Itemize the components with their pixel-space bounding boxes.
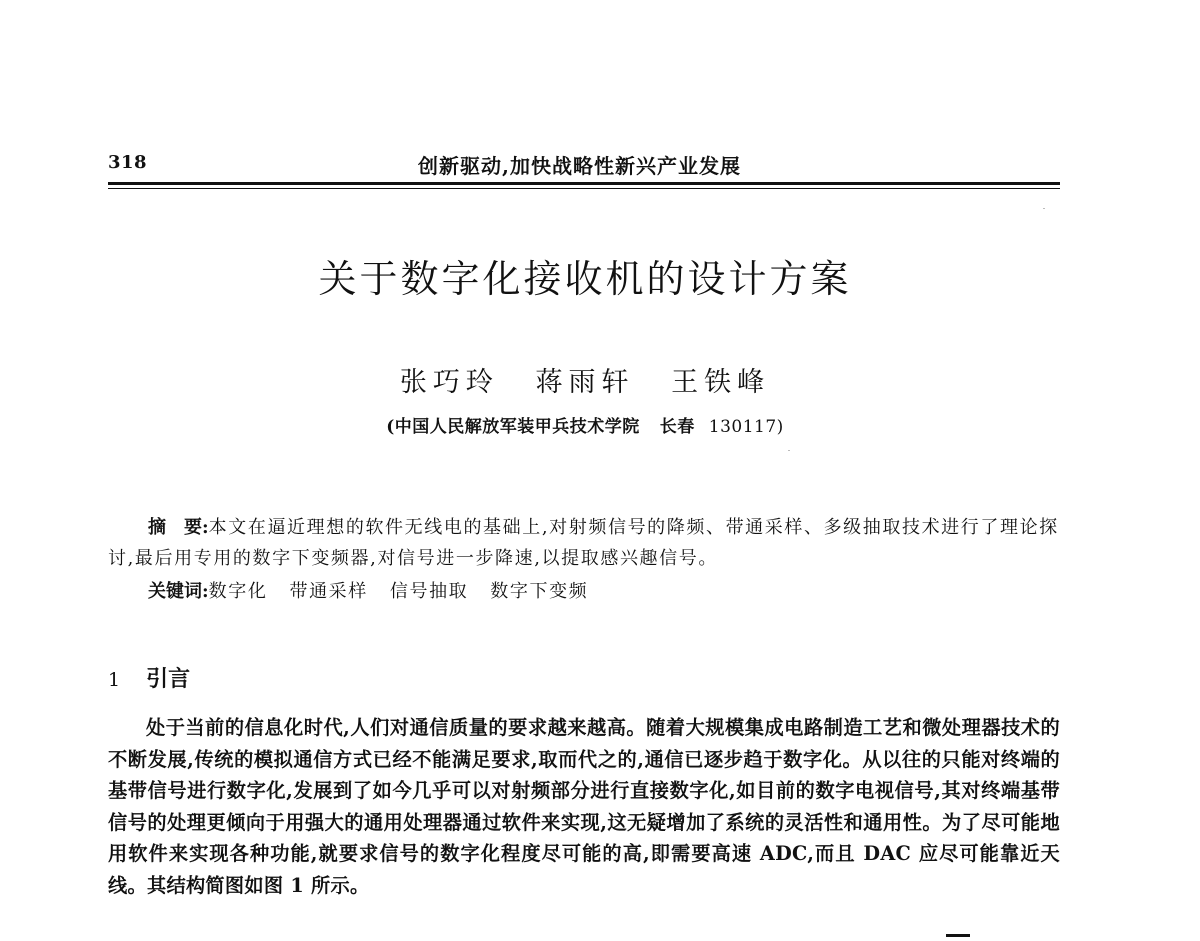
abstract <box>108 512 1060 574</box>
section-heading <box>108 662 190 693</box>
page-header <box>108 150 1060 180</box>
affiliation <box>0 412 1170 437</box>
author-name: 蒋雨轩 <box>535 367 635 398</box>
affiliation-postcode: 130117) <box>708 417 784 437</box>
scan-speck <box>788 450 790 451</box>
author-name: 王铁峰 <box>671 367 771 398</box>
affiliation-institution: (中国人民解放军装甲兵技术学院 <box>386 417 640 437</box>
abstract-text: 本文在逼近理想的软件无线电的基础上,对射频信号的降频、带通采样、多级抽取技术进行了理论探讨,最后用专用的数字下变频器,对信号进一步降速,以提取感兴趣信号。 <box>108 517 1059 569</box>
running-head: 创新驱动,加快战略性新兴产业发展 <box>418 154 741 178</box>
body-paragraph: 处于当前的信息化时代,人们对通信质量的要求越来越高。随着大规模集成电路制造工艺和微处理器技术的不断发展,传统的模拟通信方式已经不能满足要求,取而代之的,通信已逐步趋于数字化。从以往的只能对终端的基带信号进行数字化,发展到了如今几乎可以对射频部分进行直接数字化,如目前的数字电视信号,其对终端基带信号的处理更倾向于用强大的通用处理器通过软件来实现,这无疑增加了系统的灵活性和通用性。为了尽可能地用软件来实现各种功能,就要求信号的数字化程度尽可能的高,即需要高速 ADC,而且 DAC 应尽可能靠近天线。其结构简图如图 1 所示。 <box>108 716 1060 897</box>
section-number: 1 <box>108 669 121 691</box>
page-number: 318 <box>108 152 148 173</box>
keyword-item: 数字化 <box>208 581 268 602</box>
abstract-label: 摘 要: <box>148 517 209 538</box>
page-corner-mark <box>946 934 970 937</box>
keyword-item: 带通采样 <box>289 581 368 602</box>
author-name: 张巧玲 <box>399 367 499 398</box>
author-list <box>0 360 1170 399</box>
keywords-label: 关键词: <box>148 581 209 602</box>
section-title: 引言 <box>146 666 191 692</box>
keyword-item: 信号抽取 <box>389 581 469 602</box>
paper-title: 关于数字化接收机的设计方案 <box>318 257 852 301</box>
header-rule-thick <box>108 182 1060 185</box>
keyword-item: 数字下变频 <box>490 581 589 602</box>
header-rule-thin <box>108 188 1060 189</box>
keywords <box>148 576 1060 607</box>
affiliation-city: 长春 <box>659 417 695 437</box>
scan-speck <box>1043 208 1045 209</box>
